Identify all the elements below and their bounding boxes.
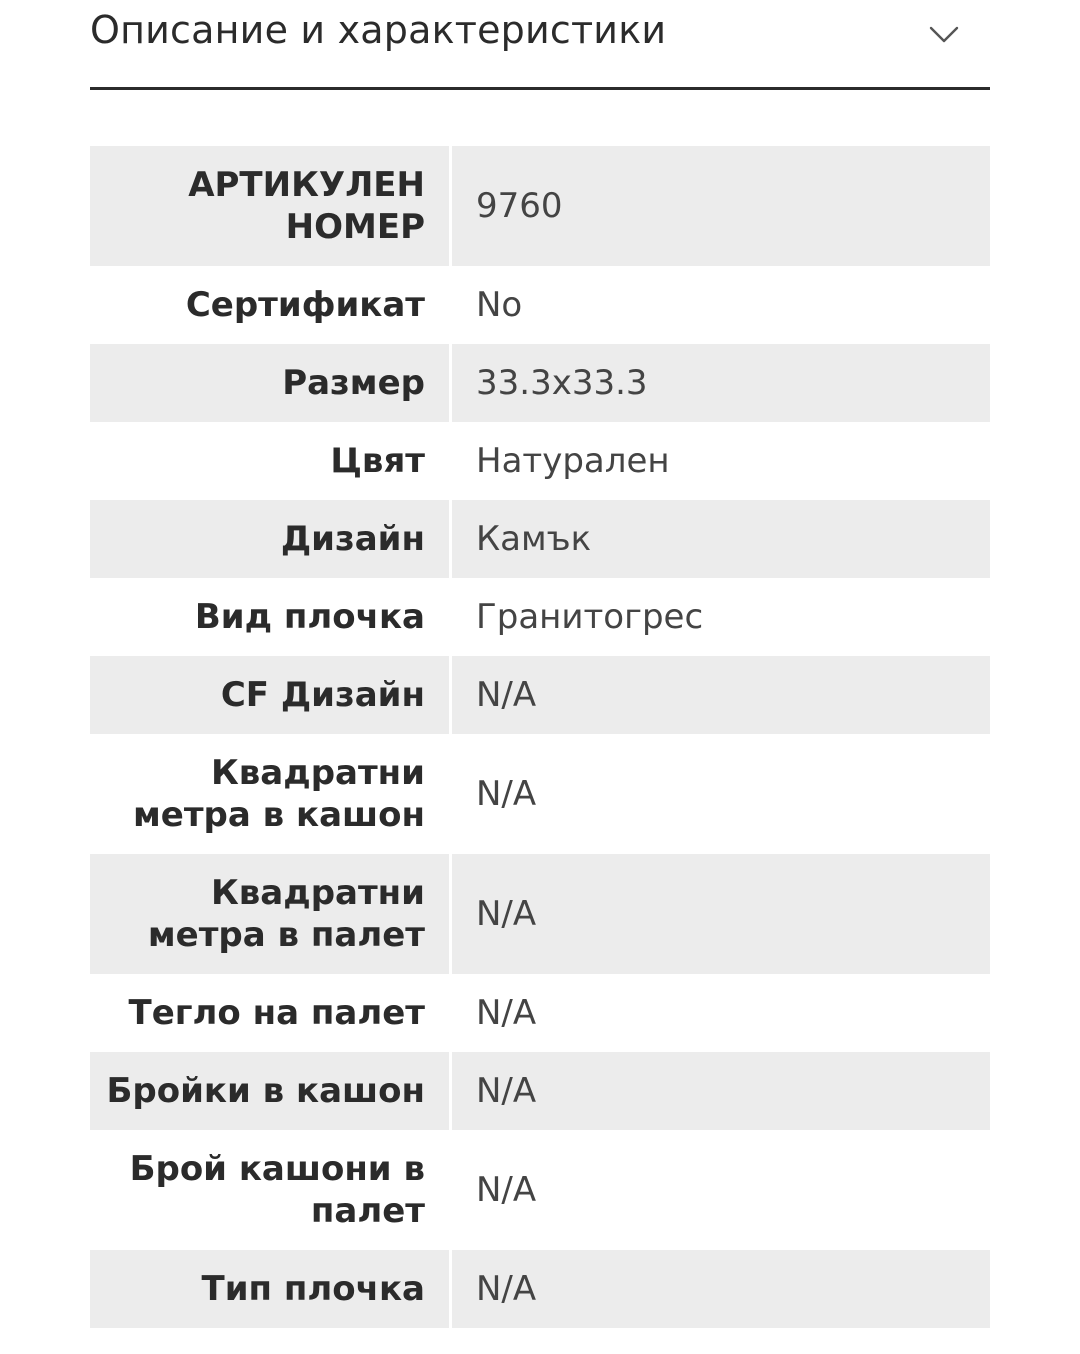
spec-label: Тип плочка	[90, 1250, 449, 1328]
spec-label: Дизайн	[90, 500, 449, 578]
spec-row-pieces-per-box	[90, 1052, 990, 1130]
specs-table	[90, 146, 990, 1328]
spec-label: CF Дизайн	[90, 656, 449, 734]
spec-row-design	[90, 500, 990, 578]
spec-label: Размер	[90, 344, 449, 422]
spec-value: N/A	[476, 1170, 537, 1210]
spec-row-sqm-per-box	[90, 734, 990, 854]
spec-row-pallet-weight	[90, 974, 990, 1052]
spec-label: Тегло на палет	[128, 993, 425, 1033]
spec-label: Сертификат	[185, 285, 425, 325]
spec-row-tile-type	[90, 1250, 990, 1328]
spec-label: Вид плочка	[194, 597, 425, 637]
spec-row-article-number	[90, 146, 990, 266]
spec-value: N/A	[452, 1250, 990, 1328]
spec-value: N/A	[452, 854, 990, 974]
spec-label: АРТИКУЛЕН НОМЕР	[90, 146, 449, 266]
spec-value: No	[476, 285, 523, 325]
spec-value: Гранитогрес	[476, 597, 704, 637]
spec-row-tile-kind	[90, 578, 990, 656]
spec-value: N/A	[476, 774, 537, 814]
spec-value: 33.3x33.3	[452, 344, 990, 422]
spec-row-cf-design	[90, 656, 990, 734]
spec-row-sqm-per-pallet	[90, 854, 990, 974]
spec-value: 9760	[452, 146, 990, 266]
specs-accordion-header[interactable]	[90, 0, 990, 90]
spec-label: Брой кашони в палет	[129, 1149, 425, 1231]
accordion-title: Описание и характеристики	[90, 8, 667, 52]
spec-value: N/A	[452, 656, 990, 734]
spec-label: Квадратни метра в кашон	[132, 753, 425, 835]
spec-row-color	[90, 422, 990, 500]
spec-row-size	[90, 344, 990, 422]
spec-label: Квадратни метра в палет	[90, 854, 449, 974]
spec-label: Бройки в кашон	[90, 1052, 449, 1130]
spec-label: Цвят	[330, 441, 425, 481]
chevron-down-icon[interactable]	[928, 18, 960, 50]
spec-row-boxes-per-pallet	[90, 1130, 990, 1250]
spec-row-certificate	[90, 266, 990, 344]
spec-value: Натурален	[476, 441, 670, 481]
spec-value: N/A	[476, 993, 537, 1033]
spec-value: Камък	[452, 500, 990, 578]
spec-value: N/A	[452, 1052, 990, 1130]
